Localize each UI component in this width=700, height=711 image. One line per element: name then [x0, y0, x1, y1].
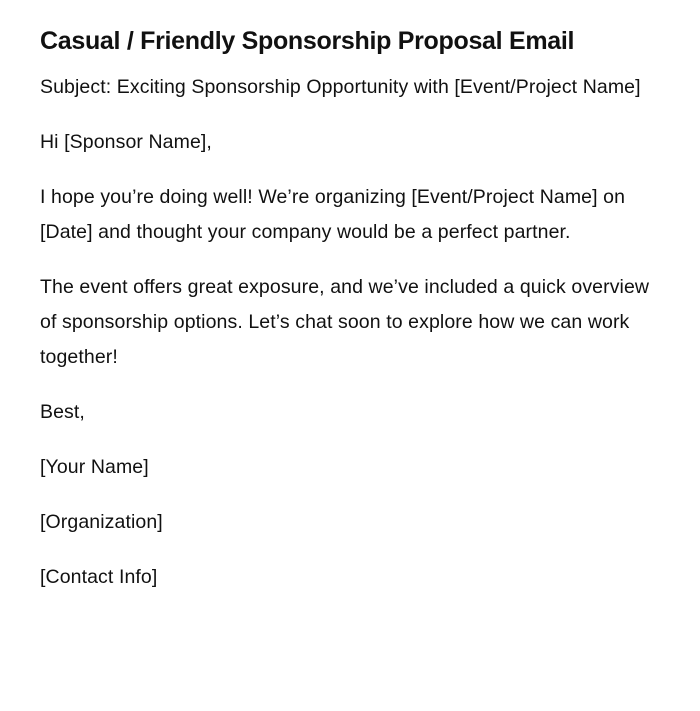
sign-off: Best, — [40, 401, 85, 423]
signature-name: [Your Name] — [40, 456, 149, 478]
document-title: Casual / Friendly Sponsorship Proposal Email — [40, 27, 575, 55]
signature-contact: [Contact Info] — [40, 566, 158, 588]
body-paragraph-1: I hope you’re doing well! We’re organizing [Event/Project Name] on [Date] and thought your company would be a perfect partner. — [40, 186, 626, 243]
signature-organization: [Organization] — [40, 511, 163, 533]
subject-line: Subject: Exciting Sponsorship Opportunity with [Event/Project Name] — [40, 76, 641, 98]
body-paragraph-2: The event offers great exposure, and we’ve included a quick overview of sponsorship options. Let’s chat soon to explore how we can work together! — [40, 276, 650, 368]
greeting: Hi [Sponsor Name], — [40, 131, 212, 153]
